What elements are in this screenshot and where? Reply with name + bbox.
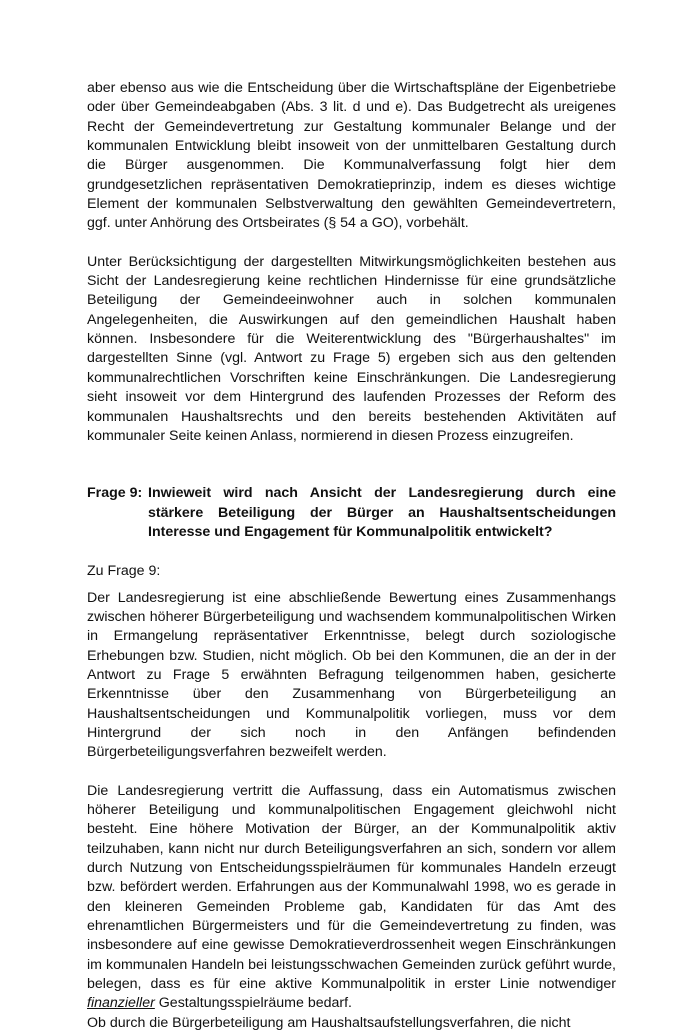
- body-paragraph: Unter Berücksichtigung der dargestellten Mitwirkungsmöglichkeiten bestehen aus Sicht der Landesregierung keine rechtlichen Hindernisse für eine grundsätzliche Beteiligung der Gemeindeeinwohner auch in solchen kommunalen Angelegenheiten, die Auswirkungen auf den gemeindlichen Haushalt haben können. Insbesondere für die Weiterentwicklung des "Bürgerhaushaltes" im dargestellten Sinne (vgl. Antwort zu Frage 5) ergeben sich aus den geltenden kommunalrechtlichen Vorschriften keine Einschränkungen. Die Landesregierung sieht insoweit vor dem Hintergrund des laufenden Prozesses der Reform des kommunalen Haushaltsrechts und den bereits bestehenden Aktivitäten auf kommunaler Seite keinen Anlass, normierend in diesen Prozess einzugreifen.: [87, 253, 616, 444]
- body-paragraph: Ob durch die Bürgerbeteiligung am Haushaltsaufstellungsverfahren, die nicht: [87, 1014, 571, 1031]
- answer-text: Gestaltungsspielräume bedarf.: [154, 995, 352, 1012]
- answer-text: Die Landesregierung vertritt die Auffassung, dass ein Automatismus zwischen höherer Beteiligung und kommunalpolitischen Engagement gleichwohl nicht besteht. Eine höhere Motivation der Bürger, an der Kommunalpolitik aktiv teilzuhaben, kann nicht nur durch Beteiligungsverfahren an sich, sondern vor allem durch Nutzung von Entscheidungsspielräumen für kommunales Handeln erzeugt bzw. befördert werden. Erfahrungen aus der Kommunalwahl 1998, wo es gerade in den kleineren Gemeinden Probleme gab, Kandidaten für das Amt des ehrenamtlichen Bürgermeisters und für die Gemeindevertretung zu finden, was insbesondere auf eine gewisse Demokratieverdrossenheit wegen Einschränkungen im kommunalen Handeln bei leistungsschwachen Gemeinden zurück geführt wurde, belegen, dass es für eine aktive Kommunalpolitik in erster Linie notwendiger: [87, 782, 616, 993]
- answer-heading: Zu Frage 9:: [87, 563, 161, 580]
- paragraph-gap: [87, 763, 616, 782]
- answer-paragraph: [87, 782, 616, 1014]
- paragraph-gap: [87, 234, 616, 253]
- body-paragraph: aber ebenso aus wie die Entscheidung über die Wirtschaftspläne der Eigenbetriebe oder über Gemeindeabgaben (Abs. 3 lit. d und e). Das Budgetrecht als ureigenes Recht der Gemeindevertretung zur Gestaltung kommunaler Belange und der kommunalen Entwicklung bleibt insoweit von der unmittelbaren Gestaltung durch die Bürger ausgenommen. Die Kommunalverfassung folgt hier dem grundgesetzlichen repräsentativen Demokratieprinzip, indem es dieses wichtige Element der kommunalen Selbstverwaltung den gewählten Gemeindevertretern, ggf. unter Anhörung des Ortsbeirates (§ 54 a GO), vorbehält.: [87, 80, 616, 232]
- question-block: [87, 484, 616, 542]
- question-number: Frage 9:: [87, 485, 143, 502]
- answer-paragraph: Der Landesregierung ist eine abschließende Bewertung eines Zusammenhangs zwischen höherer Bürgerbeteiligung und wachsendem kommunalpolitischen Wirken in Ermangelung repräsentativer Erkenntnisse, belegt durch soziologische Erhebungen bzw. Studien, nicht möglich. Ob bei den Kommunen, die an der in der Antwort zu Frage 5 erwähnten Befragung teilgenommen haben, gesicherte Erkenntnisse über den Zusammenhang von Bürgerbeteiligung an Haushaltsentscheidungen und Kommunalpolitik vorliegen, muss vor dem Hintergrund der sich noch in den Anfängen befindenden Bürgerbeteiligungsverfahren bezweifelt werden.: [87, 589, 616, 761]
- document-page: [87, 79, 616, 1033]
- emphasis-text: finanzieller: [87, 995, 155, 1012]
- question-text: Inwieweit wird nach Ansicht der Landesregierung durch eine stärkere Beteiligung der Bürger an Haushaltsentscheidungen Interesse und Engagement für Kommunalpolitik entwickelt?: [148, 485, 616, 540]
